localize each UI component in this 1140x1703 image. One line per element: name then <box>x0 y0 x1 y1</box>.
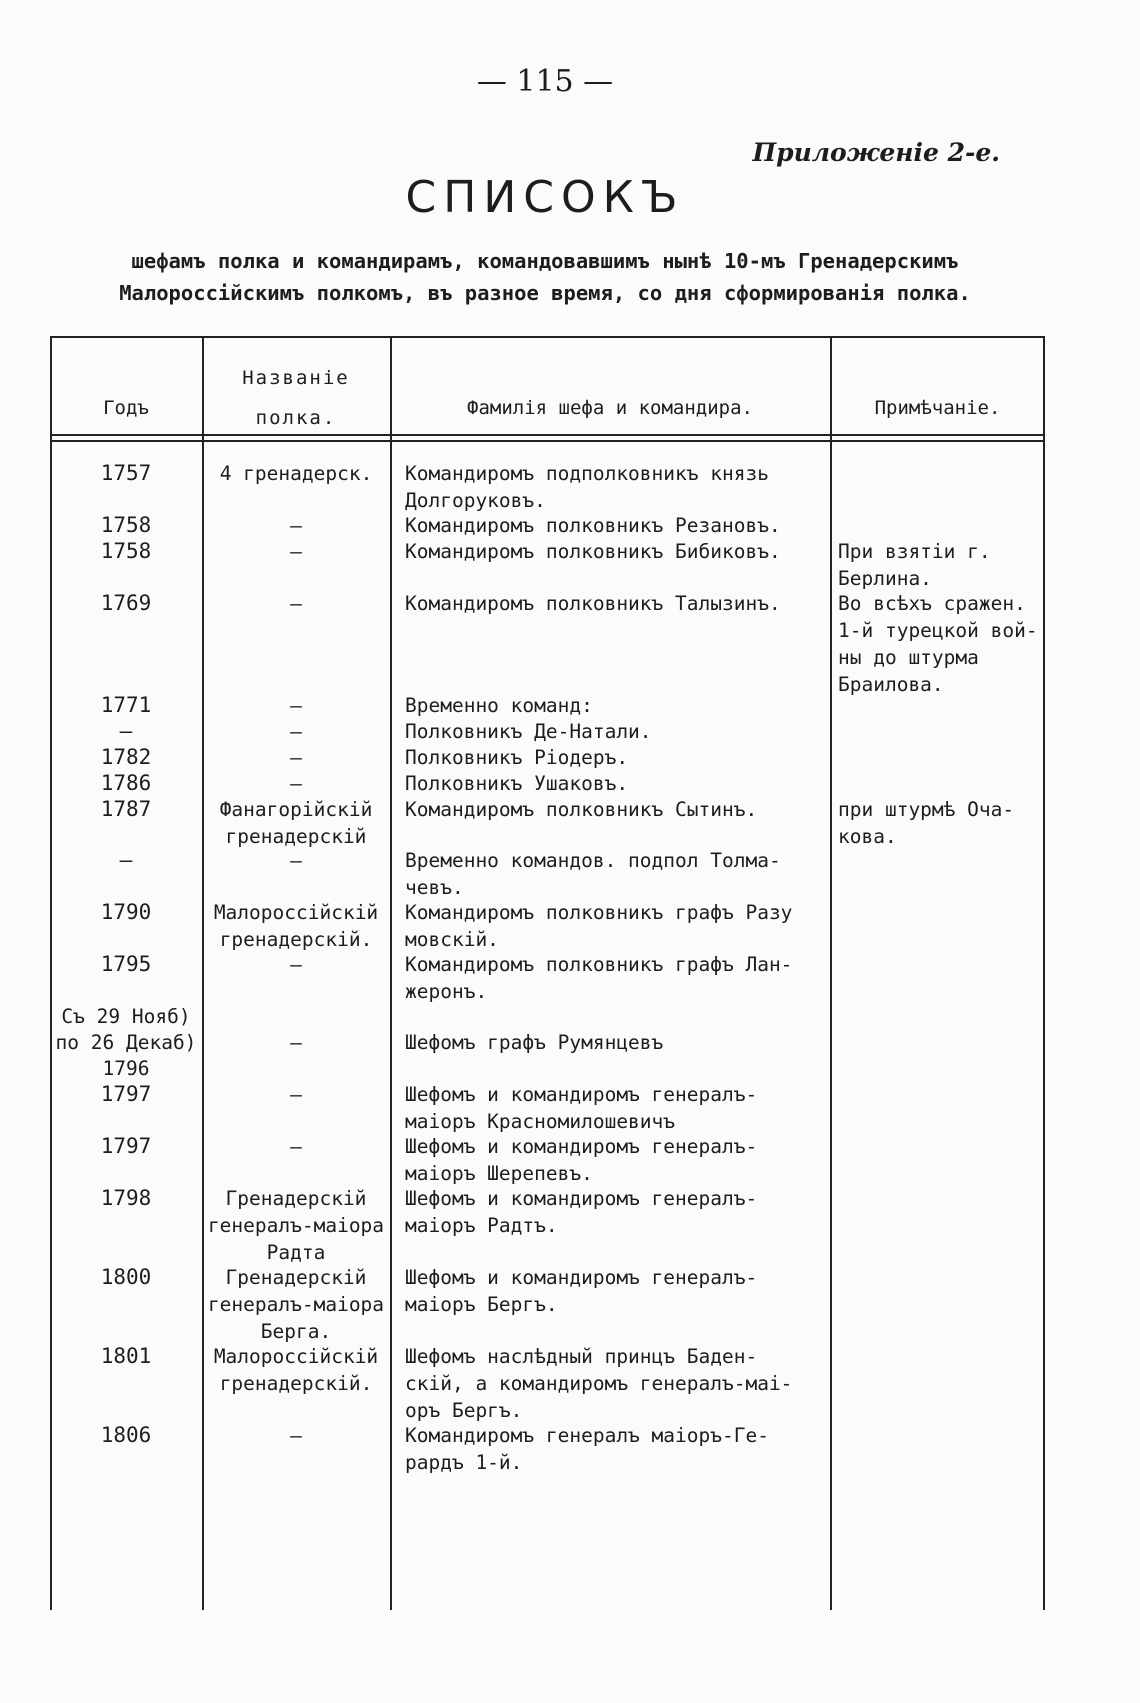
cell-regiment: — <box>290 540 302 563</box>
header-year: Годъ <box>103 397 149 419</box>
cell-year: — <box>119 719 133 743</box>
cell-name: Временно команд: <box>405 694 593 717</box>
header-rule-2 <box>50 440 1045 442</box>
subtitle-line-2: Малороссiйскимъ полкомъ, въ разное время, со дня сформированiя полка. <box>119 281 971 305</box>
cell-regiment: — <box>290 1424 302 1447</box>
column-rule-3 <box>830 336 832 1610</box>
header-note: Примѣчанiе. <box>874 397 1001 419</box>
header-name: Фамилiя шефа и командира. <box>467 397 753 419</box>
subtitle-line-1: шефамъ полка и командирамъ, командовавшимъ нынѣ 10-мъ Гренадерскимъ <box>131 249 959 273</box>
cell-name: Командиромъ полковникъ Резановъ. <box>405 514 781 537</box>
cell-name: Командиромъ полковникъ графъ Лан- жеронъ. <box>405 953 793 1003</box>
cell-year: 1787 <box>100 797 152 821</box>
cell-regiment: Фанагорiйскiй гренадерскiй <box>219 798 373 848</box>
cell-name: Командиромъ подполковникъ князь Долгоруковъ. <box>405 462 769 512</box>
cell-regiment: — <box>290 953 302 976</box>
cell-name: Командиромъ полковникъ Талызинъ. <box>405 592 781 615</box>
document-subtitle <box>40 245 1050 309</box>
cell-year: 1758 <box>100 513 152 537</box>
cell-year: 1790 <box>100 900 152 924</box>
cell-name: Полковникъ Де-Натали. <box>405 720 652 743</box>
cell-year: 1757 <box>100 461 152 485</box>
cell-regiment: — <box>290 1135 302 1158</box>
cell-regiment: — <box>290 592 302 615</box>
header-regiment: Названiе полка. <box>242 367 350 429</box>
cell-year: — <box>119 848 133 872</box>
cell-name: Командиромъ полковникъ графъ Разу мовскiй. <box>405 901 793 951</box>
cell-name: Шефомъ и командиромъ генералъ- маiоръ Радтъ. <box>405 1187 758 1237</box>
cell-regiment: — <box>290 720 302 743</box>
cell-regiment: — <box>290 772 302 795</box>
cell-name: Командиромъ генералъ маiоръ-Ге- рардъ 1-й. <box>405 1424 769 1474</box>
cell-name: Командиромъ полковникъ Бибиковъ. <box>405 540 781 563</box>
cell-regiment: — <box>290 694 302 717</box>
cell-regiment: — <box>290 746 302 769</box>
column-rule-2 <box>390 336 392 1610</box>
table-top-rule <box>50 336 1045 338</box>
page-number: — 115 — <box>476 64 614 99</box>
cell-year: 1758 <box>100 539 152 563</box>
cell-name: Шефомъ графъ Румянцевъ <box>405 1031 664 1054</box>
appendix-label: Приложенiе 2-е. <box>752 138 1000 167</box>
cell-year: 1782 <box>100 745 152 769</box>
cell-note: Во всѣхъ сражен. 1-й турецкой вой- ны до штурма Браилова. <box>838 592 1038 696</box>
column-rule-right <box>1043 336 1045 1610</box>
cell-regiment: — <box>290 514 302 537</box>
cell-regiment: — <box>290 849 302 872</box>
cell-year: 1769 <box>100 591 152 615</box>
cell-year: 1797 <box>100 1134 152 1158</box>
cell-note: При взятiи г. Берлина. <box>838 540 991 590</box>
cell-regiment: Гренадерскiй генералъ-маiора Радта <box>207 1187 385 1264</box>
cell-note: при штурмѣ Оча- кова. <box>838 798 1015 848</box>
cell-name: Временно командов. подпол Толма- чевъ. <box>405 849 781 899</box>
cell-regiment: 4 гренадерск. <box>219 462 373 485</box>
cell-year: 1795 <box>100 952 152 976</box>
cell-name: Шефомъ наслѣдный принцъ Баден- скiй, а командиромъ генералъ-маi- оръ Бергъ. <box>405 1345 793 1422</box>
cell-name: Полковникъ Рiодеръ. <box>405 746 629 769</box>
cell-year: 1798 <box>100 1186 152 1210</box>
cell-name: Шефомъ и командиромъ генералъ- маiоръ Шерепевъ. <box>405 1135 758 1185</box>
cell-year: 1800 <box>100 1265 152 1289</box>
cell-year: 1771 <box>100 693 152 717</box>
cell-regiment: — <box>290 1083 302 1106</box>
cell-name: Шефомъ и командиромъ генералъ- маiоръ Бергъ. <box>405 1266 758 1316</box>
cell-regiment: — <box>290 1031 302 1054</box>
cell-regiment: Малороссiйскiй гренадерскiй. <box>213 901 379 951</box>
cell-year: 1786 <box>100 771 152 795</box>
commanders-table <box>50 336 1045 1610</box>
cell-year: 1806 <box>100 1423 152 1447</box>
cell-name: Полковникъ Ушаковъ. <box>405 772 629 795</box>
cell-regiment: Малороссiйскiй гренадерскiй. <box>213 1345 379 1395</box>
header-rule-1 <box>50 434 1045 436</box>
document-title: СПИСОКЪ <box>405 172 685 223</box>
cell-name: Командиромъ полковникъ Сытинъ. <box>405 798 758 821</box>
cell-name: Шефомъ и командиромъ генералъ- маiоръ Красномилошевичъ <box>405 1083 758 1133</box>
cell-year: 1797 <box>100 1082 152 1106</box>
cell-regiment: Гренадерскiй генералъ-маiора Берга. <box>207 1266 385 1343</box>
cell-year: Съ 29 Нояб) по 26 Декаб) 1796 <box>55 1005 197 1080</box>
cell-year: 1801 <box>100 1344 152 1368</box>
